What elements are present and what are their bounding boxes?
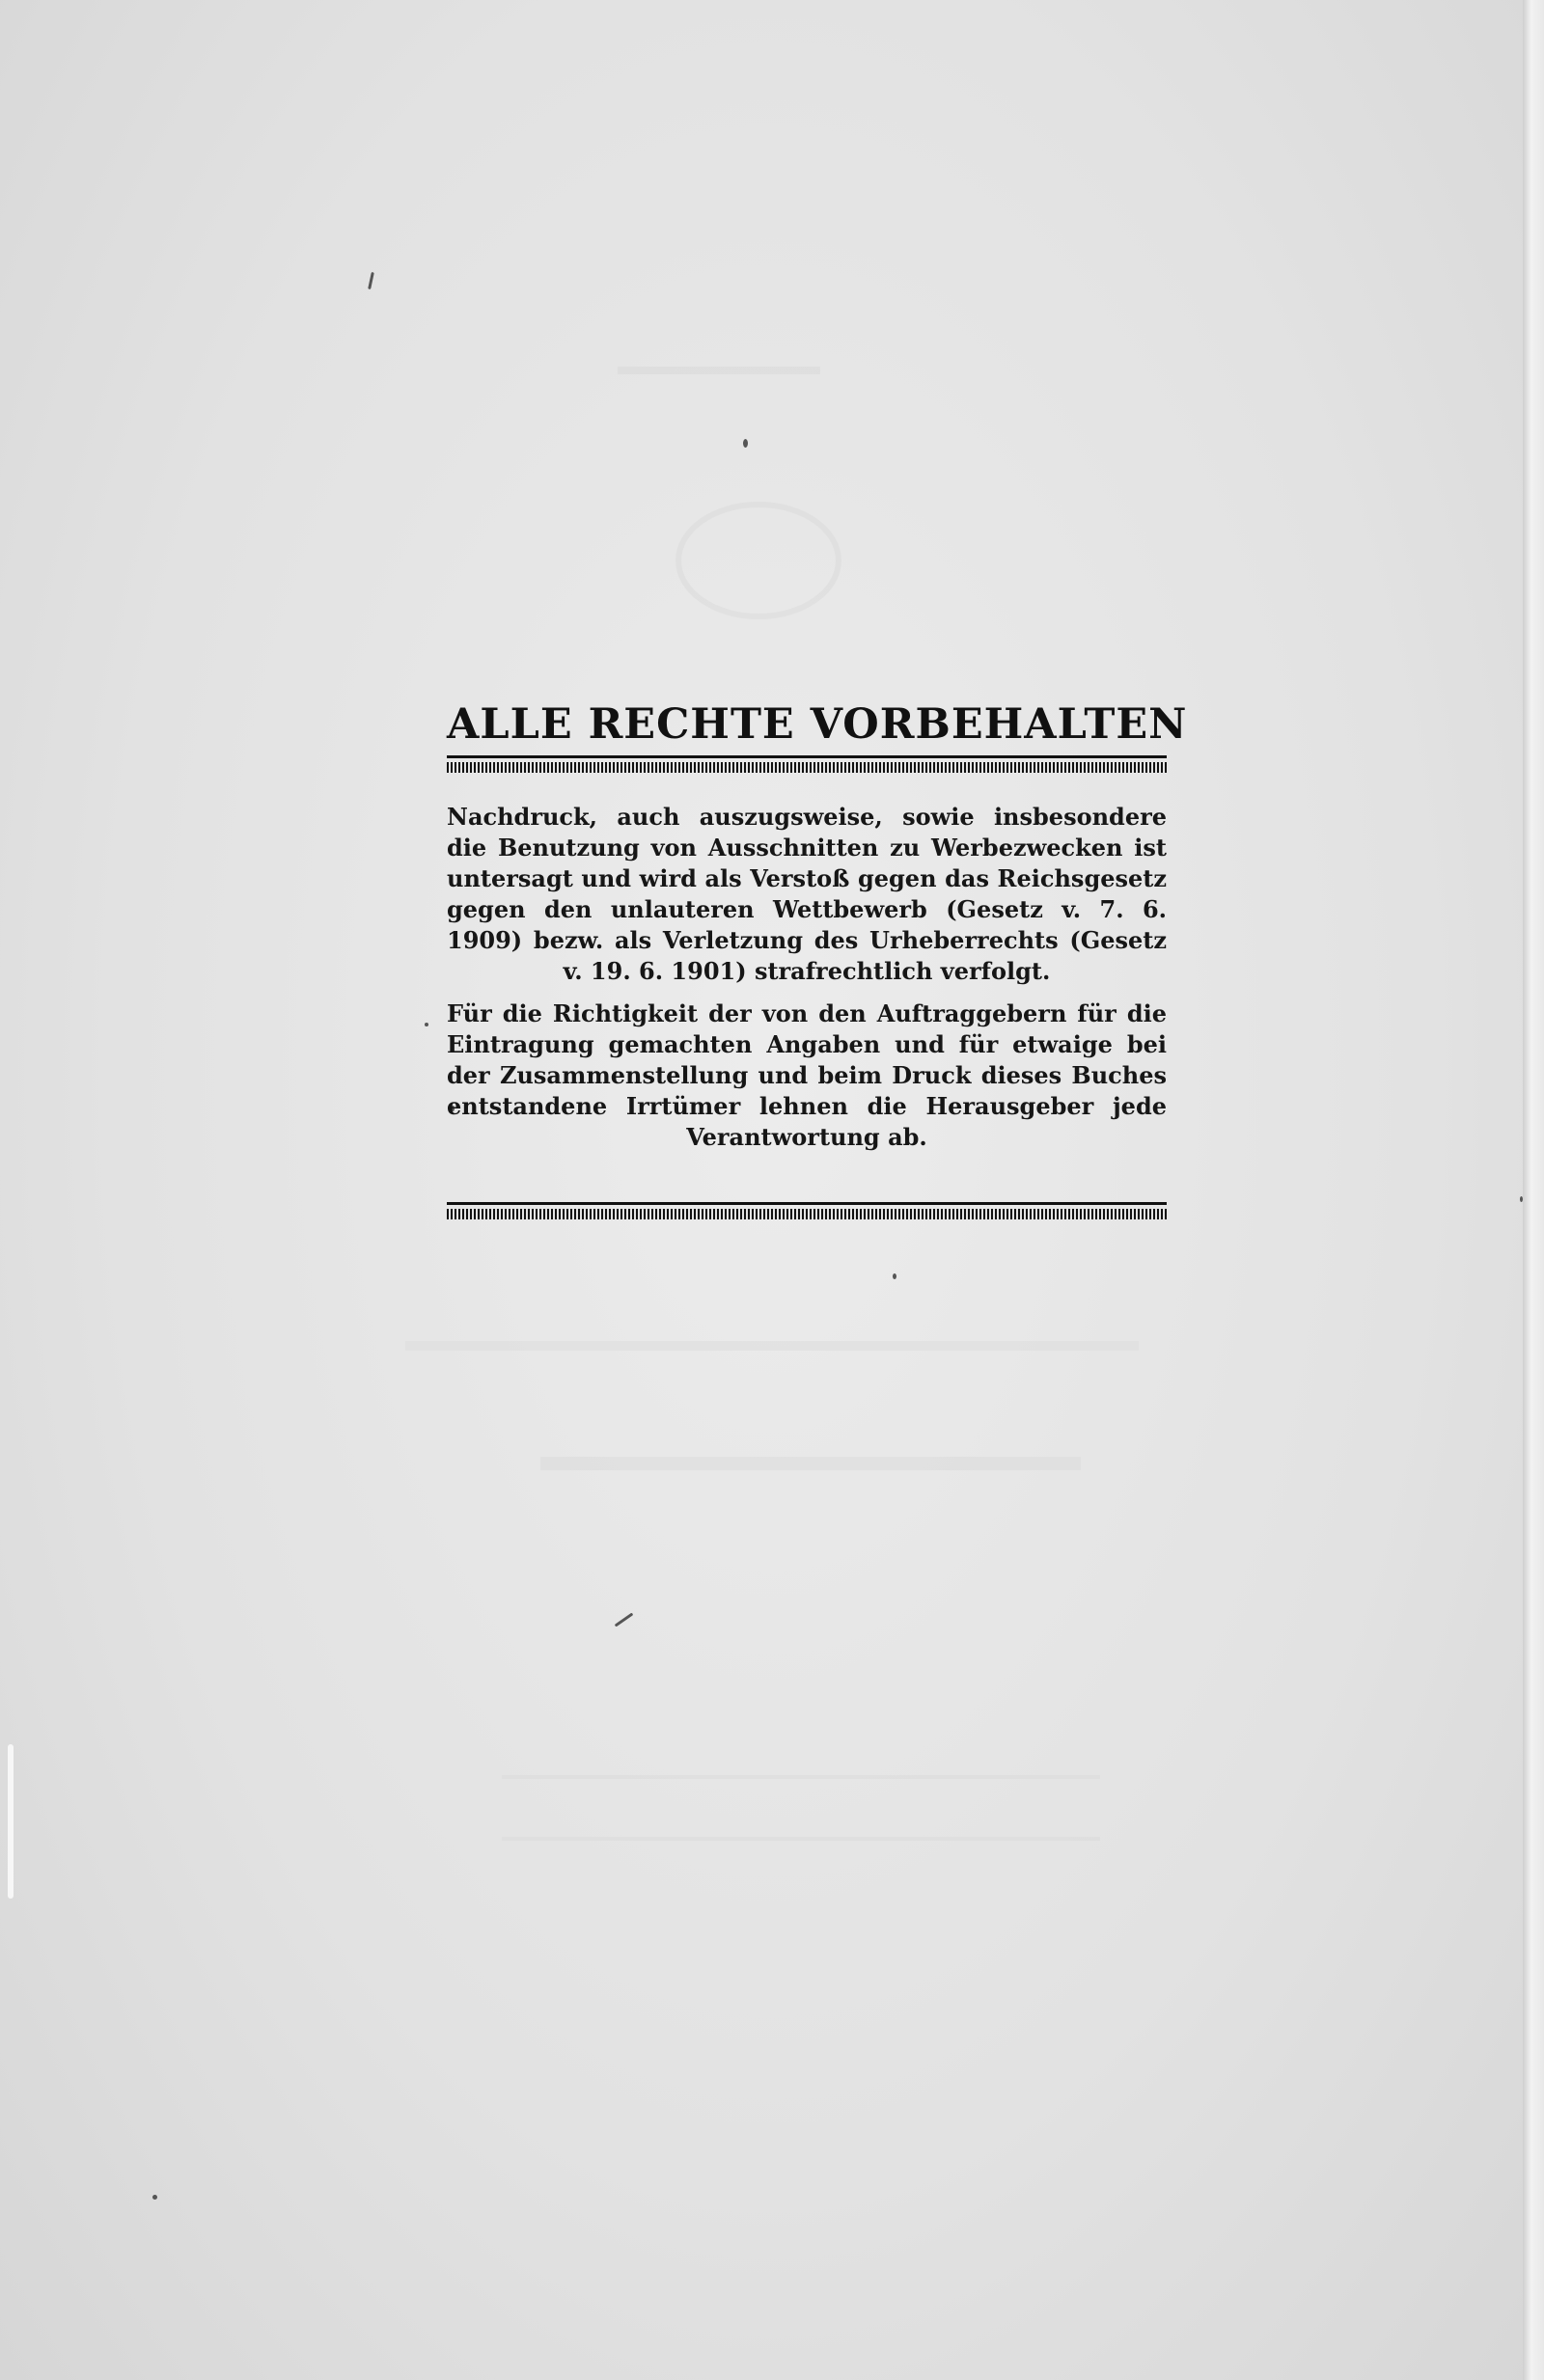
dust-speck <box>615 1612 634 1627</box>
rights-notice <box>447 699 1188 1153</box>
closing-rules <box>447 1196 1167 1219</box>
show-through-mark <box>405 1341 1139 1389</box>
dust-speck <box>8 1744 14 1899</box>
liability-disclaimer-paragraph: Für die Richtigkeit der von den Auftraggebern für die Eintragung gemachten Angaben und für etwaige bei der Zusammenstellung und beim Druck dieses Buches entstandene Irrtümer lehnen die Herausgeber jede Verantwortung ab. <box>447 999 1167 1151</box>
dust-speck <box>1520 1196 1523 1202</box>
show-through-mark <box>618 309 820 374</box>
reprint-prohibition-paragraph: Nachdruck, auch auszugsweise, sowie insbesondere die Benutzung von Ausschnitten zu Werbezwecken ist untersagt und wird als Verstoß gegen das Reichsgesetz gegen den unlauteren Wettbewerb (Gesetz v. 7. 6. 1909) bezw. als Verletzung des Urheberrechts (Gesetz v. 19. 6. 1901) strafrechtlich verfolgt. <box>447 803 1167 985</box>
dust-speck <box>368 272 374 289</box>
show-through-mark <box>502 1775 1100 1841</box>
closing-rule <box>447 1202 1167 1205</box>
show-through-mark <box>540 1457 1081 1518</box>
page-edge <box>1523 0 1544 2380</box>
closing-hatched-rule <box>447 1209 1167 1219</box>
heading-hatched-rule <box>447 762 1167 773</box>
dust-speck <box>743 439 748 448</box>
dust-speck <box>425 1023 428 1026</box>
heading-rule <box>447 755 1167 758</box>
notice-heading: ALLE RECHTE VORBEHALTEN <box>447 700 1188 749</box>
show-through-mark <box>676 502 841 619</box>
dust-speck <box>152 2195 157 2200</box>
dust-speck <box>893 1273 896 1279</box>
